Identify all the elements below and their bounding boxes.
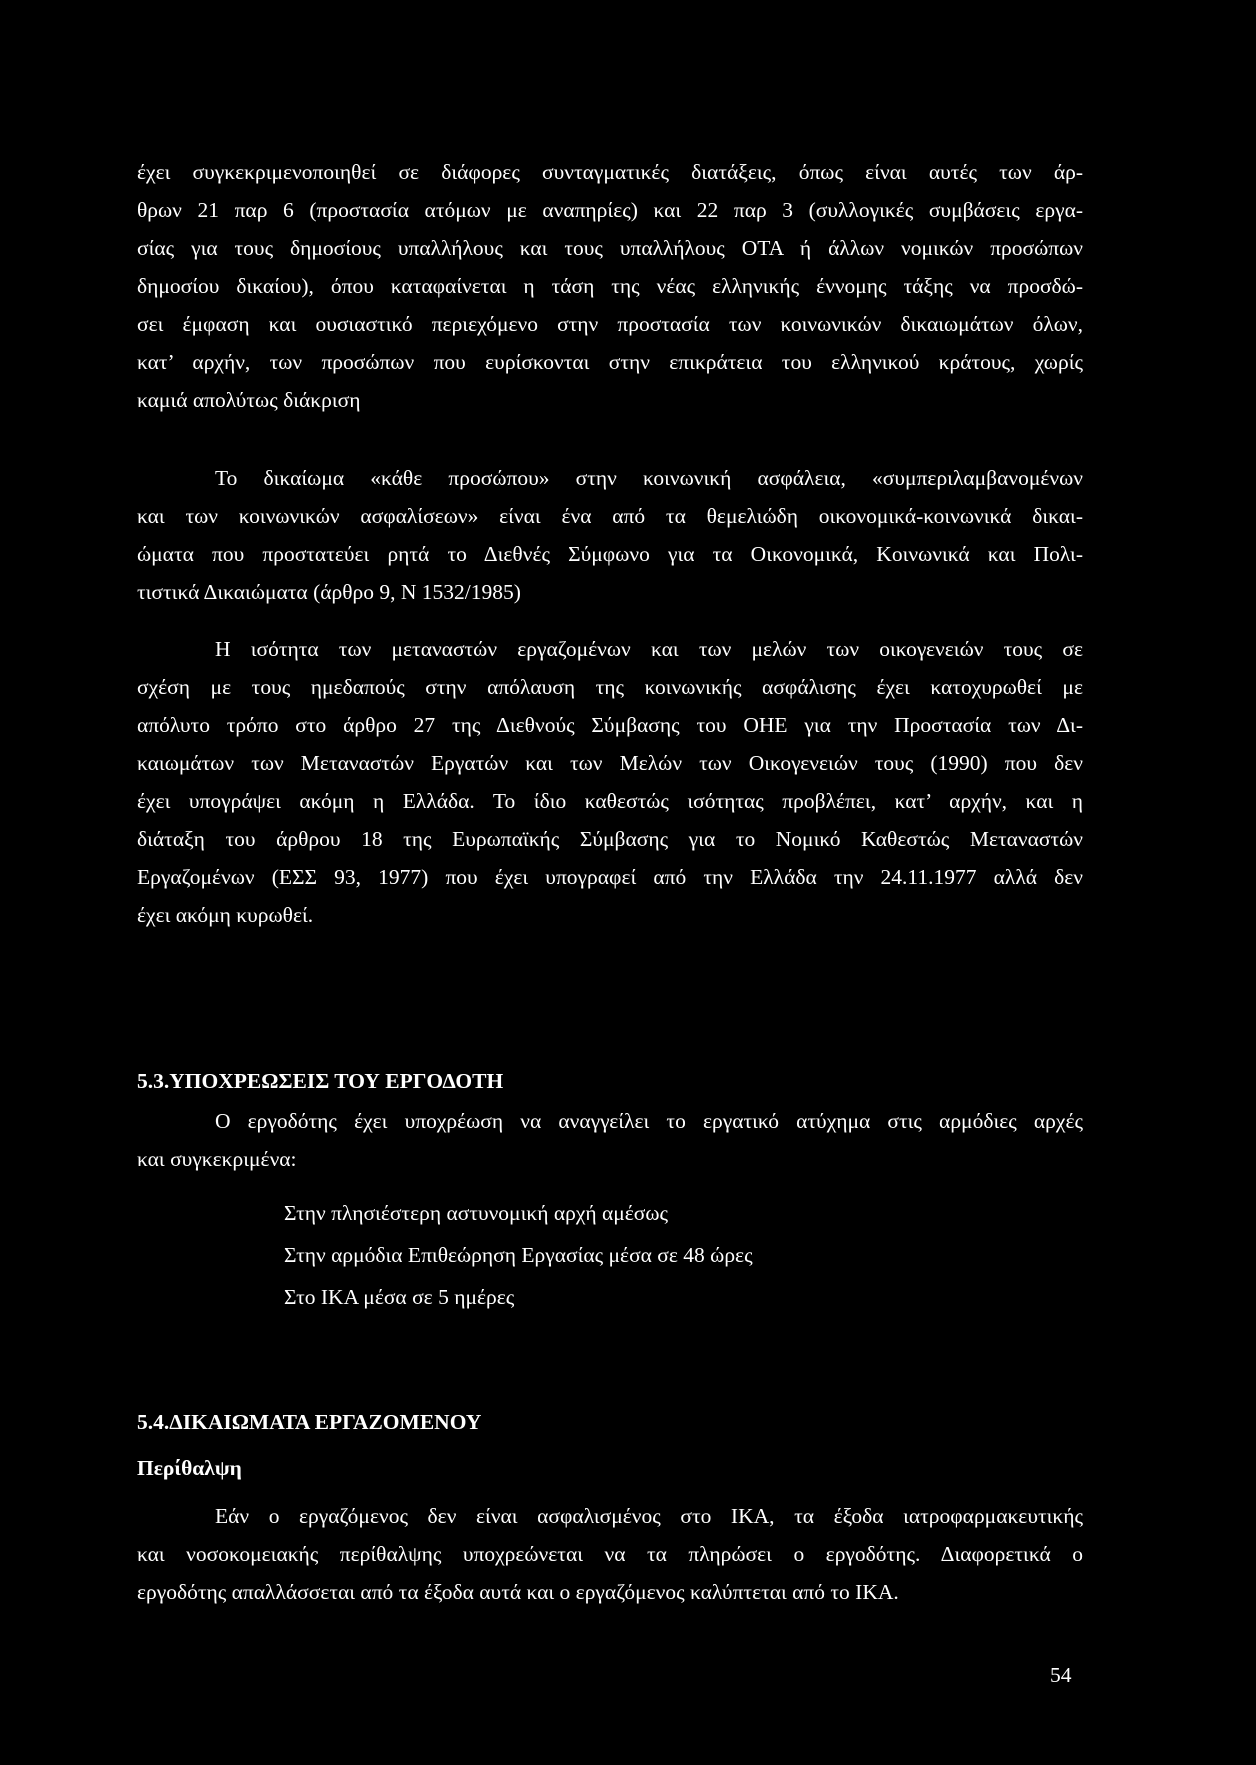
text-line: Εάν ο εργαζόμενος δεν είναι ασφαλισμένος στο ΙΚΑ, τα έξοδα ιατροφαρμακευτικής <box>215 1504 1083 1528</box>
section-5-3-intro <box>137 1102 1083 1178</box>
text-line: και των κοινωνικών ασφαλίσεων» είναι ένα από τα θεμελιώδη οικονομικά-κοινωνικά δικαι- <box>137 504 1083 528</box>
text-line: δημοσίου δικαίου), όπου καταφαίνεται η τάση της νέας ελληνικής έννομης τάξης να προσδώ- <box>137 274 1083 298</box>
paragraph-migrant-equality <box>137 630 1083 934</box>
paragraph-social-security <box>137 459 1083 611</box>
page-number: 54 <box>1050 1663 1072 1687</box>
text-line: και νοσοκομειακής περίθαλψης υποχρεώνεται να τα πληρώσει ο εργοδότης. Διαφορετικά ο <box>137 1542 1083 1566</box>
text-line: καμιά απολύτως διάκριση <box>137 388 361 412</box>
text-line: Εργαζομένων (ΕΣΣ 93, 1977) που έχει υπογραφεί από την Ελλάδα την 24.11.1977 αλλά δεν <box>137 865 1083 889</box>
text-line: έχει ακόμη κυρωθεί. <box>137 903 314 927</box>
text-line: σει έμφαση και ουσιαστικό περιεχόμενο στην προστασία των κοινωνικών δικαιωμάτων όλων, <box>137 312 1083 336</box>
text-line: τιστικά Δικαιώματα (άρθρο 9, Ν 1532/1985) <box>137 580 521 604</box>
text-line: σίας για τους δημοσίους υπαλλήλους και τους υπαλλήλους ΟΤΑ ή άλλων νομικών προσώπων <box>137 236 1083 260</box>
text-line: Ο εργοδότης έχει υποχρέωση να αναγγείλει το εργατικό ατύχημα στις αρμόδιες αρχές <box>215 1109 1083 1133</box>
text-line: Η ισότητα των μεταναστών εργαζομένων και των μελών των οικογενειών τους σε <box>215 637 1083 661</box>
text-line: έχει συγκεκριμενοποιηθεί σε διάφορες συνταγματικές διατάξεις, όπως είναι αυτές των άρ- <box>137 160 1083 184</box>
text-line: καιωμάτων των Μεταναστών Εργατών και των Μελών των Οικογενειών τους (1990) που δεν <box>137 751 1083 775</box>
list-item: Στην αρμόδια Επιθεώρηση Εργασίας μέσα σε 48 ώρες <box>284 1243 753 1267</box>
list-item: Στο ΙΚΑ μέσα σε 5 ημέρες <box>284 1285 515 1309</box>
subheading-care: Περίθαλψη <box>137 1456 242 1480</box>
text-line: και συγκεκριμένα: <box>137 1147 297 1171</box>
text-line: εργοδότης απαλλάσσεται από τα έξοδα αυτά και ο εργαζόμενος καλύπτεται από το ΙΚΑ. <box>137 1580 899 1604</box>
text-line: θρων 21 παρ 6 (προστασία ατόμων με αναπηρίες) και 22 παρ 3 (συλλογικές συμβάσεις εργα- <box>137 198 1083 222</box>
paragraph-care <box>137 1497 1083 1611</box>
notification-list <box>284 1192 1064 1318</box>
text-line: έχει υπογράψει ακόμη η Ελλάδα. Το ίδιο καθεστώς ισότητας προβλέπει, κατ’ αρχήν, και η <box>137 789 1083 813</box>
text-line: σχέση με τους ημεδαπούς στην απόλαυση της κοινωνικής ασφάλισης έχει κατοχυρωθεί με <box>137 675 1083 699</box>
text-line: ώματα που προστατεύει ρητά το Διεθνές Σύμφωνο για τα Οικονομικά, Κοινωνικά και Πολι- <box>137 542 1083 566</box>
section-heading-5-3: 5.3.ΥΠΟΧΡΕΩΣΕΙΣ ΤΟΥ ΕΡΓΟΔΟΤΗ <box>137 1069 504 1093</box>
text-line: κατ’ αρχήν, των προσώπων που ευρίσκονται στην επικράτεια του ελληνικού κράτους, χωρίς <box>137 350 1083 374</box>
text-line: διάταξη του άρθρου 18 της Ευρωπαϊκής Σύμβασης για το Νομικό Καθεστώς Μεταναστών <box>137 827 1083 851</box>
section-heading-5-4: 5.4.ΔΙΚΑΙΩΜΑΤΑ ΕΡΓΑΖΟΜΕΝΟΥ <box>137 1410 482 1434</box>
paragraph-rights <box>137 153 1083 419</box>
text-line: Το δικαίωμα «κάθε προσώπου» στην κοινωνική ασφάλεια, «συμπεριλαμβανομένων <box>215 466 1083 490</box>
text-line: απόλυτο τρόπο στο άρθρο 27 της Διεθνούς Σύμβασης του ΟΗΕ για την Προστασία των Δι- <box>137 713 1083 737</box>
list-item: Στην πλησιέστερη αστυνομική αρχή αμέσως <box>284 1201 669 1225</box>
